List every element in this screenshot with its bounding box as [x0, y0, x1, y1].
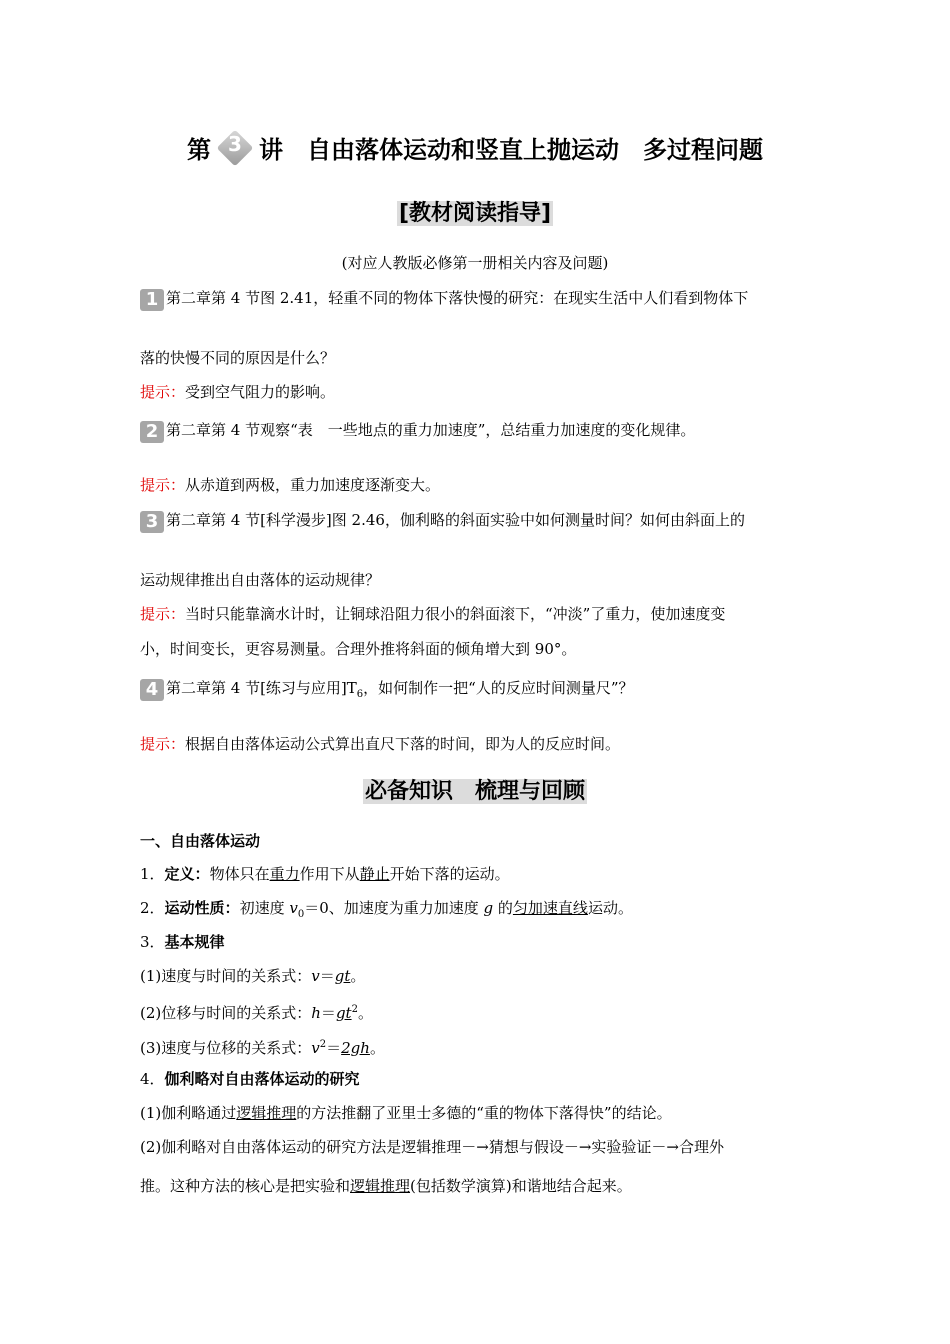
question-text: 第二章第 4 节图 2.41，轻重不同的物体下落快慢的研究：在现实生活中人们看到物体下	[166, 289, 749, 307]
hint-text: 受到空气阻力的影响。	[185, 383, 336, 401]
item-number: 1．	[140, 865, 165, 883]
galileo-2-continued	[140, 1175, 812, 1197]
hint-label: 提示：	[140, 605, 186, 623]
text: ＝	[319, 967, 335, 985]
fill-answer: 逻辑推理	[236, 1104, 297, 1122]
text: (1)速度与时间的关系式：	[140, 967, 312, 985]
galileo-heading	[140, 1068, 812, 1090]
text: 初速度	[239, 899, 290, 917]
definition-line	[140, 863, 812, 885]
heading-free-fall: 一、自由落体运动	[140, 832, 261, 850]
fill-answer: gt	[334, 967, 351, 985]
var: v	[289, 899, 298, 917]
item-number: 2．	[140, 899, 165, 917]
question-number-badge: 1	[140, 289, 164, 311]
text: ＝0、加速度为重力加速度	[304, 899, 484, 917]
text: ＝	[326, 1039, 342, 1057]
var: v	[311, 967, 320, 985]
knowledge-section-title	[0, 774, 950, 805]
title-prefix: 第	[187, 136, 211, 164]
text: (3)速度与位移的关系式：	[140, 1039, 312, 1057]
subscript: 6	[356, 689, 364, 700]
question-number-badge: 3	[140, 511, 164, 533]
galileo-1	[140, 1102, 812, 1124]
question-number-badge: 4	[140, 679, 164, 701]
lesson-number: 3	[228, 132, 242, 156]
subtitle-text: [教材阅读指导]	[398, 201, 552, 226]
text: 推。这种方法的核心是把实验和	[140, 1177, 351, 1195]
text: 作用下从	[299, 865, 360, 883]
text: 物体只在	[209, 865, 270, 883]
var: h	[311, 1004, 321, 1022]
text: (1)伽利略通过	[140, 1104, 237, 1122]
item-label: 基本规律	[164, 933, 225, 951]
question-text-a: 第二章第 4 节[练习与应用]T	[166, 679, 357, 697]
law-2	[140, 999, 812, 1024]
text: 开始下落的运动。	[389, 865, 510, 883]
hint-1	[140, 381, 812, 403]
var: g	[483, 899, 494, 917]
hint-label: 提示：	[140, 383, 186, 401]
text: (2)位移与时间的关系式：	[140, 1004, 312, 1022]
fill-answer: 匀加速直线	[512, 899, 588, 917]
item-label: 伽利略对自由落体运动的研究	[164, 1070, 360, 1088]
law-1	[140, 965, 812, 987]
fill-answer: 静止	[359, 865, 390, 883]
question-2	[140, 419, 812, 443]
question-3-continued: 运动规律推出自由落体的运动规律？	[140, 571, 381, 589]
text: 。	[369, 1039, 385, 1057]
question-number-badge: 2	[140, 421, 164, 443]
lesson-title	[0, 128, 950, 168]
question-4	[140, 677, 812, 706]
text: 的	[493, 899, 513, 917]
text: (包括数学演算)和谐地结合起来。	[410, 1177, 632, 1195]
var: v	[311, 1039, 320, 1057]
question-text-b: ，如何制作一把“人的反应时间测量尺”？	[363, 679, 634, 697]
fill-answer: gt	[335, 1004, 352, 1022]
hint-text: 从赤道到两极，重力加速度逐渐变大。	[185, 476, 441, 494]
section-subtitle	[0, 196, 950, 227]
laws-heading	[140, 931, 812, 953]
galileo-2: (2)伽利略对自由落体运动的研究方法是逻辑推理－→猜想与假设－→实验验证－→合理外	[140, 1138, 724, 1156]
text: 的方法推翻了亚里士多德的“重的物体下落得快”的结论。	[296, 1104, 672, 1122]
law-3	[140, 1034, 812, 1059]
subscript: 0	[297, 909, 305, 920]
title-text: 讲 自由落体运动和竖直上抛运动 多过程问题	[259, 136, 763, 164]
question-3	[140, 509, 812, 533]
superscript: 2	[319, 1039, 327, 1050]
hint-4	[140, 733, 812, 755]
hint-3	[140, 603, 812, 625]
hint-text: 当时只能靠滴水计时，让铜球沿阻力很小的斜面滚下，“冲淡”了重力，使加速度变	[185, 605, 726, 623]
hint-3-continued: 小，时间变长，更容易测量。合理外推将斜面的倾角增大到 90°。	[140, 640, 577, 658]
fill-answer: 2gh	[341, 1039, 370, 1057]
question-text: 第二章第 4 节[科学漫步]图 2.46，伽利略的斜面实验中如何测量时间？如何由斜面上的	[166, 511, 745, 529]
text: 运动。	[587, 899, 633, 917]
superscript: 2	[351, 1004, 358, 1015]
text: ＝	[320, 1004, 336, 1022]
hint-2	[140, 474, 812, 496]
hint-label: 提示：	[140, 476, 186, 494]
nature-line	[140, 897, 812, 926]
hint-text: 根据自由落体运动公式算出直尺下落的时间，即为人的反应时间。	[185, 735, 621, 753]
item-label: 运动性质：	[164, 899, 240, 917]
item-label: 定义：	[164, 865, 210, 883]
text: 。	[357, 1004, 373, 1022]
question-1	[140, 287, 812, 311]
item-number: 3．	[140, 933, 165, 951]
text: 。	[350, 967, 366, 985]
question-1-continued: 落的快慢不同的原因是什么？	[140, 349, 336, 367]
section-title-text: 必备知识 梳理与回顾	[364, 779, 585, 804]
lesson-number-badge	[215, 128, 255, 168]
hint-label: 提示：	[140, 735, 186, 753]
question-text: 第二章第 4 节观察“表 一些地点的重力加速度”，总结重力加速度的变化规律。	[166, 421, 696, 439]
textbook-note: (对应人教版必修第一册相关内容及问题)	[341, 254, 609, 272]
fill-answer: 重力	[269, 865, 300, 883]
item-number: 4．	[140, 1070, 165, 1088]
fill-answer: 逻辑推理	[350, 1177, 411, 1195]
